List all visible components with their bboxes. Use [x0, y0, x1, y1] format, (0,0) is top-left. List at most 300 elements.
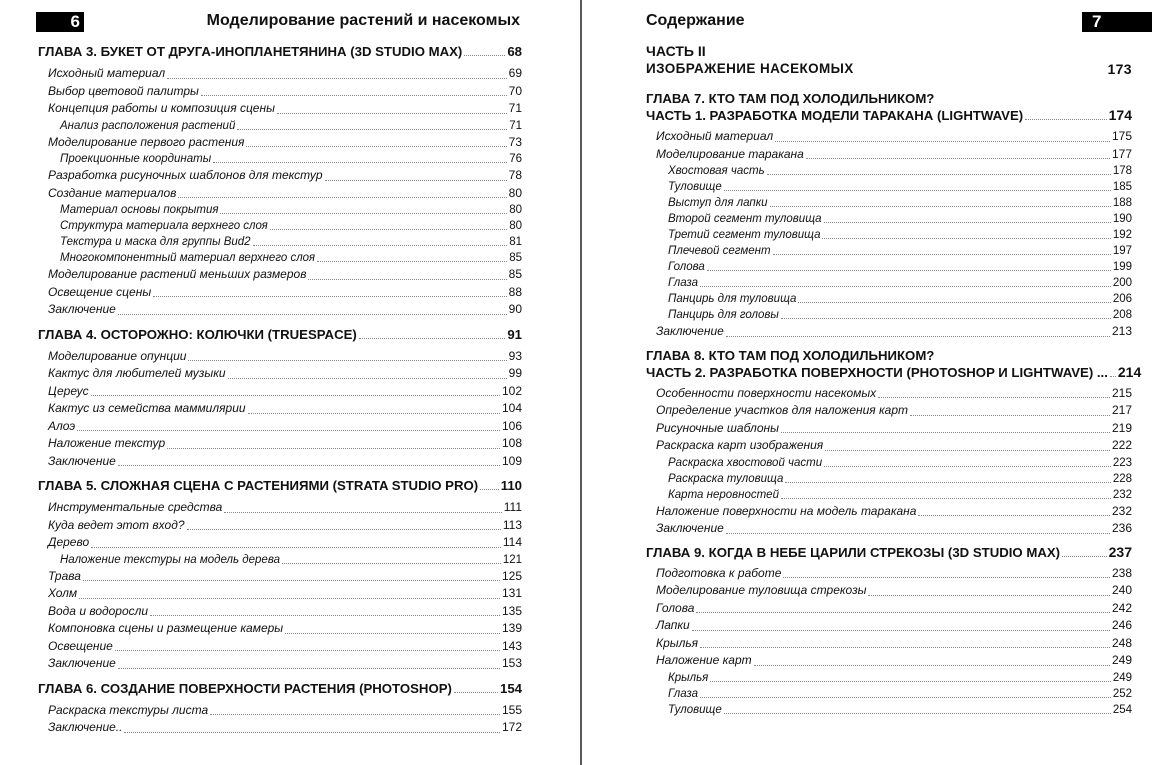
dot-leader [325, 180, 507, 181]
entry-title: Карта неровностей [668, 488, 779, 501]
dot-leader [806, 158, 1110, 159]
toc-entry [646, 635, 1132, 653]
entry-title: Компоновка сцены и размещение камеры [48, 621, 284, 635]
toc-entry [646, 195, 1132, 211]
entry-page: 240 [1111, 583, 1132, 597]
entry-page: 185 [1112, 181, 1132, 193]
toc-entry [646, 243, 1132, 259]
toc-entry [646, 146, 1132, 164]
entry-title: Трава [48, 568, 81, 583]
entry-page: 93 [508, 348, 522, 363]
entry-title: Голова [668, 261, 705, 273]
entry-page: 106 [501, 418, 522, 433]
chapter-title: ГЛАВА 9. КОГДА В НЕБЕ ЦАРИЛИ СТРЕКОЗЫ (3D STUDIO MAX) [646, 544, 1061, 560]
entry-page: 223 [1112, 456, 1132, 469]
toc-entry [646, 670, 1132, 686]
dot-leader [213, 162, 507, 163]
entry-title: Наложение карт [656, 653, 752, 667]
toc-entry [38, 234, 522, 250]
entry-page: 232 [1111, 503, 1132, 518]
toc-entry [38, 218, 522, 234]
entry-page: 80 [508, 185, 522, 200]
entry-title: Панцирь для туловища [668, 293, 797, 305]
dot-leader [700, 647, 1110, 648]
entry-title: Раскраска туловища [668, 472, 784, 485]
entry-page: 242 [1111, 600, 1132, 615]
dot-leader [253, 245, 508, 246]
entry-title: Раскраска текстуры листа [48, 702, 209, 717]
dot-leader [825, 450, 1110, 451]
toc-entry [38, 65, 522, 83]
chapter-page: 237 [1108, 543, 1132, 560]
dot-leader [918, 515, 1110, 516]
dot-leader [785, 482, 1110, 483]
entry-page: 71 [508, 101, 522, 115]
entry-title: Моделирование туловища стрекозы [656, 583, 867, 597]
dot-leader [767, 174, 1111, 175]
page-number: 7 [1082, 12, 1152, 32]
toc-entry [38, 167, 522, 185]
entry-title: Разработка рисуночных шаблонов для текстур [48, 168, 323, 182]
entry-page: 108 [501, 436, 522, 450]
toc-entry [646, 227, 1132, 243]
entry-title: Освещение [48, 638, 113, 653]
dot-leader [359, 338, 506, 339]
table-of-contents [38, 40, 522, 737]
entry-page: 215 [1111, 385, 1132, 400]
entry-title: Моделирование растений меньших размеров [48, 267, 307, 281]
toc-entry [38, 301, 522, 319]
dot-leader [868, 595, 1109, 596]
entry-title: Дерево [48, 535, 90, 549]
entry-page: 99 [508, 366, 522, 380]
dot-leader [464, 55, 505, 56]
entry-page: 219 [1111, 420, 1132, 435]
toc-entry [646, 259, 1132, 275]
entry-title: Кактус для любителей музыки [48, 366, 226, 380]
entry-title: Куда ведет этот вход? [48, 517, 185, 532]
toc-entry [646, 686, 1132, 702]
entry-title: Второй сегмент туловища [668, 213, 822, 225]
toc-entry [646, 179, 1132, 195]
entry-title: Наложение текстур [48, 436, 166, 450]
entry-page: 111 [503, 500, 522, 514]
chapter-page: 110 [500, 478, 522, 493]
toc-entry [646, 128, 1132, 146]
dot-leader [724, 190, 1111, 191]
dot-leader [220, 213, 507, 214]
chapter-heading [38, 474, 522, 494]
entry-title: Панцирь для головы [668, 309, 779, 321]
entry-page: 208 [1112, 309, 1132, 321]
chapter-page: 214 [1117, 363, 1142, 380]
part-label: ЧАСТЬ II [646, 43, 706, 59]
dot-leader [83, 580, 500, 581]
entry-page: 197 [1112, 245, 1132, 257]
entry-title: Туловище [668, 181, 722, 193]
toc-entry [646, 617, 1132, 635]
toc-entry [38, 348, 522, 366]
chapter-heading [38, 323, 522, 343]
right-page [582, 0, 1164, 765]
entry-page: 172 [501, 720, 522, 734]
dot-leader [224, 512, 501, 513]
entry-title: Моделирование первого растения [48, 134, 245, 149]
entry-title: Плечевой сегмент [668, 245, 771, 257]
dot-leader [77, 430, 500, 431]
entry-title: Голова [656, 600, 695, 615]
toc-entry [38, 134, 522, 152]
chapter-title: ГЛАВА 6. СОЗДАНИЕ ПОВЕРХНОСТИ РАСТЕНИЯ (PHOTOSHOP) [38, 680, 452, 696]
dot-leader [781, 432, 1110, 433]
entry-title: Рисуночные шаблоны [656, 420, 779, 435]
dot-leader [783, 577, 1110, 578]
dot-leader [91, 395, 500, 396]
chapter-heading [646, 90, 1132, 124]
toc-entry [38, 365, 522, 383]
toc-entry [38, 250, 522, 266]
chapter-title: ГЛАВА 8. КТО ТАМ ПОД ХОЛОДИЛЬНИКОМ? [646, 347, 935, 363]
chapter-heading [646, 544, 1132, 561]
entry-page: 190 [1112, 213, 1132, 225]
dot-leader [246, 146, 506, 147]
dot-leader [822, 238, 1110, 239]
entry-page: 238 [1111, 565, 1132, 580]
entry-page: 213 [1111, 324, 1132, 338]
dot-leader [150, 615, 500, 616]
entry-title: Глаза [668, 687, 698, 700]
entry-page: 104 [501, 401, 522, 415]
entry-title: Анализ расположения растений [60, 119, 236, 132]
toc-entry [646, 307, 1132, 323]
dot-leader [1110, 376, 1116, 377]
dot-leader [118, 314, 507, 315]
entry-page: 81 [509, 236, 522, 248]
entry-title: Холм [48, 586, 78, 600]
dot-leader [726, 533, 1110, 534]
entry-title: Освещение сцены [48, 284, 152, 299]
entry-title: Третий сегмент туловища [668, 229, 821, 241]
toc-entry [646, 582, 1132, 600]
entry-title: Вода и водоросли [48, 603, 149, 618]
dot-leader [707, 270, 1111, 271]
entry-page: 131 [501, 586, 522, 600]
toc-entry [38, 100, 522, 118]
entry-title: Глаза [668, 277, 698, 289]
toc-entry [38, 400, 522, 418]
dot-leader [118, 668, 500, 669]
toc-entry [38, 383, 522, 401]
entry-page: 217 [1111, 403, 1132, 417]
chapter-subtitle: ЧАСТЬ 2. РАЗРАБОТКА ПОВЕРХНОСТИ (PHOTOSHOP И LIGHTWAVE) ... [646, 364, 1108, 380]
entry-title: Заключение [656, 521, 724, 535]
entry-title: Выбор цветовой палитры [48, 83, 199, 98]
dot-leader [773, 254, 1111, 255]
toc-entry [646, 487, 1132, 503]
toc-entry [38, 552, 522, 568]
entry-title: Хвостовая часть [668, 165, 765, 177]
dot-leader [228, 378, 507, 379]
entry-page: 206 [1112, 293, 1132, 305]
entry-title: Исходный материал [656, 129, 774, 143]
toc-entry [646, 455, 1132, 471]
entry-page: 70 [508, 83, 522, 98]
entry-title: Особенности поверхности насекомых [656, 385, 877, 400]
dot-leader [724, 713, 1111, 714]
toc-entry [38, 603, 522, 621]
part-title: ИЗОБРАЖЕНИЕ НАСЕКОМЫХ [646, 61, 854, 76]
entry-title: Заключение [656, 324, 724, 338]
toc-entry [646, 211, 1132, 227]
dot-leader [781, 498, 1111, 499]
entry-title: Туловище [668, 703, 722, 716]
dot-leader [878, 397, 1110, 398]
part-heading [646, 42, 1132, 78]
dot-leader [308, 279, 506, 280]
chapter-heading [646, 347, 1142, 381]
dot-leader [188, 360, 506, 361]
dot-leader [270, 229, 507, 230]
entry-page: 73 [508, 134, 522, 149]
entry-title: Заключение [48, 302, 116, 316]
entry-title: Текстура и маска для группы Bud2 [60, 236, 251, 248]
dot-leader [700, 286, 1111, 287]
entry-page: 102 [501, 383, 522, 398]
entry-title: Раскраска карт изображения [656, 438, 824, 452]
entry-page: 178 [1112, 165, 1132, 177]
part-page: 173 [1107, 61, 1132, 77]
entry-title: Заключение [48, 453, 116, 468]
dot-leader [237, 129, 507, 130]
toc-entry [38, 702, 522, 720]
toc-entry [646, 503, 1132, 521]
entry-page: 188 [1112, 197, 1132, 209]
entry-page: 228 [1112, 472, 1132, 485]
dot-leader [317, 261, 507, 262]
entry-title: Проекционные координаты [60, 153, 212, 165]
left-page [0, 0, 580, 765]
entry-page: 199 [1112, 261, 1132, 273]
entry-page: 177 [1111, 146, 1132, 161]
toc-entry [38, 118, 522, 134]
entry-title: Определение участков для наложения карт [656, 403, 909, 417]
entry-page: 80 [509, 220, 522, 232]
entry-page: 192 [1112, 229, 1132, 241]
entry-title: Заключение [48, 656, 116, 670]
toc-entry [38, 517, 522, 535]
entry-page: 85 [508, 267, 522, 281]
entry-page: 175 [1111, 129, 1132, 143]
toc-entry [38, 185, 522, 203]
dot-leader [1025, 119, 1106, 120]
toc-entry [38, 499, 522, 517]
chapter-subtitle: ЧАСТЬ 1. РАЗРАБОТКА МОДЕЛИ ТАРАКАНА (LIGHTWAVE) [646, 108, 1024, 123]
toc-entry [646, 565, 1132, 583]
dot-leader [824, 222, 1111, 223]
entry-page: 121 [502, 553, 522, 566]
entry-page: 249 [1112, 671, 1132, 684]
entry-title: Наложение поверхности на модель таракана [656, 503, 917, 518]
entry-page: 113 [502, 517, 522, 532]
dot-leader [480, 489, 499, 490]
toc-entry [38, 568, 522, 586]
dot-leader [91, 547, 501, 548]
chapter-heading [38, 40, 522, 60]
entry-page: 109 [501, 453, 522, 468]
chapter-subtitle-line [646, 107, 1132, 124]
toc-entry [38, 418, 522, 436]
entry-page: 125 [501, 568, 522, 583]
entry-page: 71 [509, 119, 522, 132]
dot-leader [285, 633, 500, 634]
dot-leader [798, 302, 1110, 303]
toc-entry [646, 163, 1132, 179]
dot-leader [700, 697, 1111, 698]
chapter-title: ГЛАВА 7. КТО ТАМ ПОД ХОЛОДИЛЬНИКОМ? [646, 91, 935, 106]
toc-entry [646, 402, 1132, 420]
dot-leader [118, 465, 500, 466]
toc-entry [38, 620, 522, 638]
dot-leader [153, 296, 506, 297]
toc-entry [38, 284, 522, 302]
entry-page: 248 [1111, 635, 1132, 650]
chapter-page: 91 [507, 326, 522, 342]
dot-leader [775, 141, 1110, 142]
entry-title: Лапки [656, 618, 690, 632]
entry-title: Моделирование опунции [48, 348, 187, 363]
running-title: Содержание [646, 12, 745, 29]
entry-title: Подготовка к работе [656, 565, 782, 580]
entry-title: Создание материалов [48, 185, 177, 200]
chapter-heading [38, 677, 522, 697]
entry-page: 222 [1111, 438, 1132, 452]
dot-leader [754, 665, 1110, 666]
toc-entry [646, 600, 1132, 618]
entry-page: 114 [502, 535, 522, 549]
entry-page: 80 [509, 204, 522, 216]
chapter-page: 68 [507, 44, 522, 59]
entry-title: Крылья [656, 635, 699, 650]
chapter-title: ГЛАВА 3. БУКЕТ ОТ ДРУГА-ИНОПЛАНЕТЯНИНА (3D STUDIO MAX) [38, 44, 463, 59]
entry-page: 236 [1111, 521, 1132, 535]
dot-leader [692, 630, 1110, 631]
entry-page: 90 [508, 302, 522, 316]
dot-leader [79, 598, 500, 599]
page-number: 6 [36, 12, 84, 32]
chapter-title: ГЛАВА 4. ОСТОРОЖНО: КОЛЮЧКИ (TRUESPACE) [38, 326, 357, 342]
toc-entry [38, 151, 522, 167]
table-of-contents [646, 42, 1142, 718]
dot-leader [710, 681, 1111, 682]
entry-page: 85 [509, 252, 522, 264]
toc-entry [646, 652, 1132, 670]
entry-page: 143 [501, 638, 522, 653]
entry-page: 252 [1112, 687, 1132, 700]
entry-title: Материал основы покрытия [60, 204, 219, 216]
entry-title: Структура материала верхнего слоя [60, 220, 268, 232]
dot-leader [178, 197, 506, 198]
toc-entry [646, 291, 1132, 307]
toc-entry [38, 638, 522, 656]
dot-leader [124, 732, 500, 733]
dot-leader [1062, 556, 1107, 557]
chapter-title: ГЛАВА 5. СЛОЖНАЯ СЦЕНА С РАСТЕНИЯМИ (STRATA STUDIO PRO) [38, 478, 479, 493]
toc-entry [646, 437, 1132, 455]
toc-entry [646, 323, 1132, 341]
toc-entry [38, 83, 522, 101]
toc-entry [38, 534, 522, 552]
entry-page: 69 [508, 66, 522, 80]
dot-leader [201, 95, 507, 96]
chapter-title-line [646, 544, 1132, 561]
entry-page: 139 [501, 621, 522, 635]
toc-entry [646, 471, 1132, 487]
toc-entry [38, 435, 522, 453]
dot-leader [696, 612, 1110, 613]
dot-leader [167, 78, 506, 79]
toc-entry [38, 655, 522, 673]
dot-leader [277, 113, 507, 114]
entry-page: 153 [501, 656, 522, 670]
entry-page: 76 [509, 153, 522, 165]
entry-title: Выступ для лапки [668, 197, 768, 209]
entry-title: Наложение текстуры на модель дерева [60, 553, 280, 566]
dot-leader [726, 336, 1110, 337]
toc-entry [646, 385, 1132, 403]
entry-page: 254 [1112, 703, 1132, 716]
entry-title: Заключение.. [48, 720, 123, 734]
entry-page: 200 [1112, 277, 1132, 289]
dot-leader [115, 650, 500, 651]
toc-entry [646, 702, 1132, 718]
dot-leader [781, 318, 1111, 319]
entry-page: 135 [501, 603, 522, 618]
toc-entry [38, 719, 522, 737]
entry-title: Алоэ [48, 418, 76, 433]
dot-leader [210, 714, 500, 715]
entry-page: 246 [1111, 618, 1132, 632]
entry-title: Цереус [48, 383, 89, 398]
toc-entry [38, 202, 522, 218]
chapter-page: 154 [499, 680, 522, 696]
entry-title: Раскраска хвостовой части [668, 456, 823, 469]
entry-page: 88 [508, 284, 522, 299]
toc-entry [646, 275, 1132, 291]
toc-entry [38, 266, 522, 284]
dot-leader [770, 206, 1111, 207]
dot-leader [824, 466, 1111, 467]
entry-title: Инструментальные средства [48, 500, 223, 514]
toc-entry [646, 420, 1132, 438]
dot-leader [454, 692, 498, 693]
toc-entry [38, 453, 522, 471]
entry-title: Исходный материал [48, 66, 166, 80]
toc-entry [646, 520, 1132, 538]
entry-title: Крылья [668, 671, 709, 684]
entry-title: Кактус из семейства маммилярии [48, 401, 246, 415]
entry-page: 232 [1112, 488, 1132, 501]
entry-page: 249 [1111, 653, 1132, 667]
chapter-subtitle-line [646, 363, 1142, 381]
entry-page: 78 [508, 168, 522, 182]
toc-entry [38, 585, 522, 603]
entry-title: Многокомпонентный материал верхнего слоя [60, 252, 315, 264]
entry-page: 155 [501, 702, 522, 717]
entry-title: Моделирование таракана [656, 146, 804, 161]
entry-title: Концепция работы и композиция сцены [48, 101, 275, 115]
dot-leader [167, 448, 500, 449]
dot-leader [910, 415, 1110, 416]
